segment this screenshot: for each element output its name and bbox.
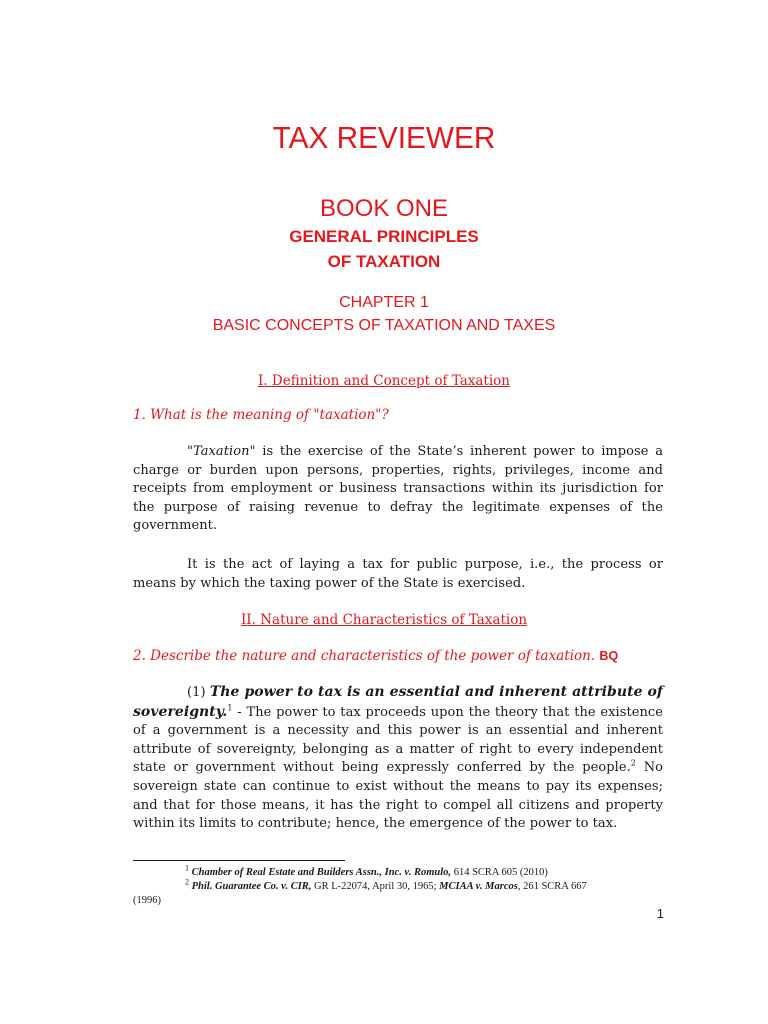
- footnote-ref-1[interactable]: 1: [227, 703, 233, 713]
- footnote-2-year: (1996): [133, 895, 161, 906]
- footnote-1: [133, 863, 663, 880]
- footnote-mark-2: 2: [185, 877, 189, 887]
- footnote-2-cite: GR L-22074, April 30, 1965;: [311, 881, 440, 892]
- question-two: [133, 646, 673, 666]
- book-heading: BOOK ONE: [319, 195, 449, 222]
- page-number: 1: [656, 906, 664, 921]
- paragraph-act-of-laying: [133, 556, 663, 593]
- footnote-mark-1: 1: [185, 863, 189, 873]
- section-heading-two: II. Nature and Characteristics of Taxation: [240, 612, 528, 628]
- term-taxation: "Taxation": [187, 444, 256, 459]
- footnote-2: [133, 877, 663, 894]
- footnote-2-cite2: , 261 SCRA 667: [517, 881, 587, 892]
- book-subtitle-line1: GENERAL PRINCIPLES: [289, 227, 479, 246]
- footnotes: [133, 863, 663, 908]
- footnote-2-case: Phil. Guarantee Co. v. CIR,: [191, 881, 312, 892]
- footnote-1-cite: 614 SCRA 605 (2010): [451, 867, 548, 878]
- section-heading-one: I. Definition and Concept of Taxation: [258, 373, 510, 389]
- footnote-divider: [133, 860, 345, 861]
- item-number: (1): [187, 685, 210, 700]
- power-to-tax-text-b: No sovereign state can continue to exist without the means to pay its expenses; and that for those means, it has the right to compel all citizens and property within its limits to contribute; hence, the emergence of the power to tax.: [133, 760, 664, 832]
- chapter-heading: CHAPTER 1: [339, 294, 429, 311]
- act-of-laying-text: It is the act of laying a tax for public purpose, i.e., the process or means by which the taxing power of the State is exercised.: [133, 557, 663, 591]
- chapter-title: BASIC CONCEPTS OF TAXATION AND TAXES: [212, 317, 556, 334]
- definition-text: is the exercise of the State’s inherent power to impose a charge or burden upon persons, properties, rights, privileges, income and receipts from employment or business transactions within its jurisdiction for the purpose of raising revenue to defray the legitimate expenses of the government.: [133, 444, 663, 534]
- power-to-tax-text-a: - The power to tax proceeds upon the theory that the existence of a government is a necessity and this power is an essential and inherent attribute of sovereignty, belonging as a matter of right to every independent state or government without being expressly conferred by the people.: [133, 704, 663, 776]
- footnote-1-case: Chamber of Real Estate and Builders Assn., Inc. v. Romulo,: [191, 867, 452, 878]
- footnote-ref-2[interactable]: 2: [630, 759, 636, 769]
- paragraph-definition: [133, 443, 663, 536]
- bq-badge: BQ: [599, 649, 619, 663]
- question-two-text: 2. Describe the nature and characteristics of the power of taxation.: [133, 648, 596, 664]
- question-one: 1. What is the meaning of "taxation"?: [133, 407, 389, 423]
- lead-statement: The power to tax is an essential and inherent attribute of sovereignty.: [133, 684, 663, 720]
- document-title: TAX REVIEWER: [272, 120, 496, 155]
- paragraph-power-to-tax: [133, 683, 663, 834]
- footnote-2-case2: MCIAA v. Marcos: [439, 881, 518, 892]
- book-subtitle-line2: OF TAXATION: [327, 252, 441, 271]
